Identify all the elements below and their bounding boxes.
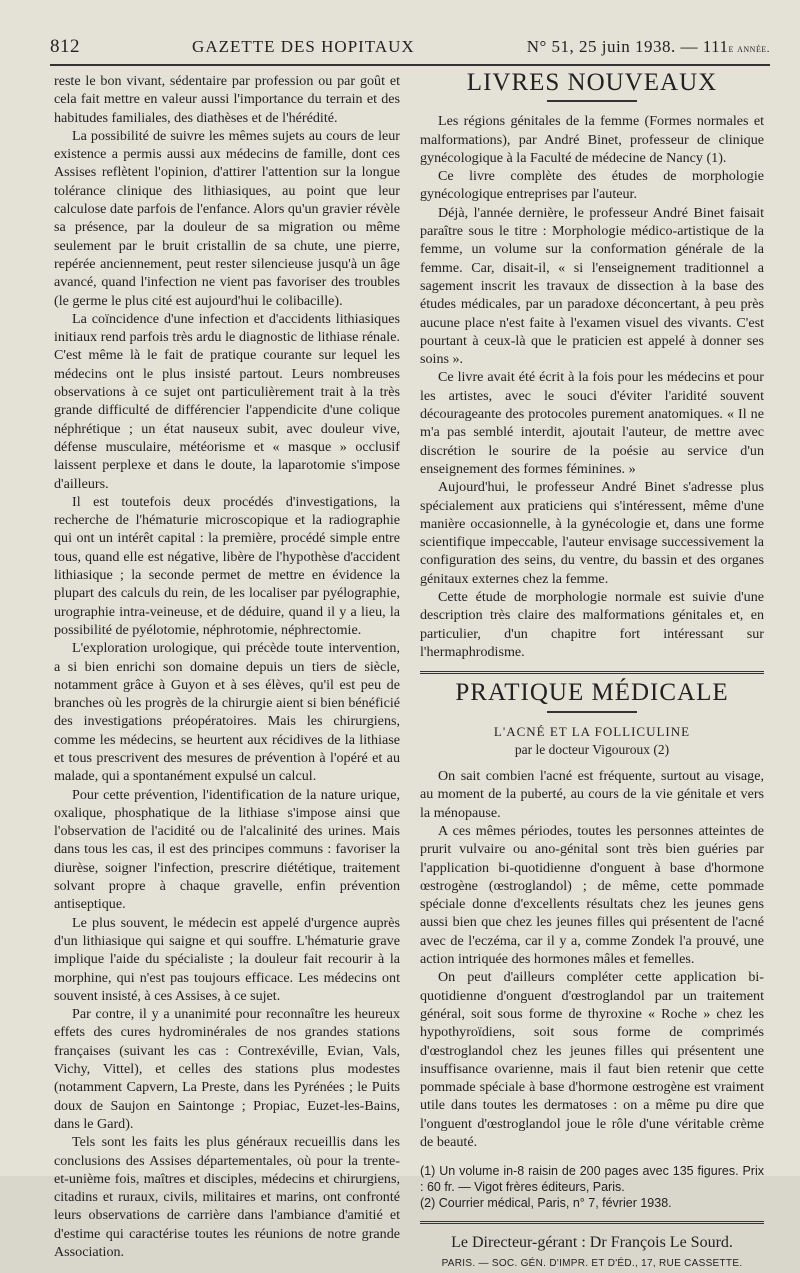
left-paragraph: La coïncidence d'une infection et d'accidents lithiasiques initiaux rend parfois très ardu le diagnostic de lithiase rénale. C'est même là le fait de pratique courante sur lequel les médecins ont le plus insisté partout. Leurs nombreuses observations à ce sujet ont particulièrement trait à la très grande difficulté de différencier l'appendicite d'une colique néphrétique ; un état nauseux subit, avec douleur vive, défense musculaire, météorisme et « masque » occlusif laissent perplexe et dans le doute, la laparotomie s'impose d'ailleurs. xyxy=(54,310,400,492)
book-paragraph: Ce livre avait été écrit à la fois pour les médecins et pour les artistes, avec le souci d'éviter l'aridité souvent décourageante des protocoles purement anatomiques. « Il ne m'a pas semblé interdit, ajoutait l'auteur, de mettre avec discrétion le sourire de la poésie au service d'un enseignement des formes féminines. » xyxy=(420,369,764,477)
book-paragraph: Ce livre complète des études de morphologie gynécologique entreprises par l'auteur. xyxy=(420,168,764,203)
journal-title: GAZETTE DES HOPITAUX xyxy=(192,37,415,56)
section-divider xyxy=(420,671,764,674)
footer-divider xyxy=(420,1221,764,1224)
page-header xyxy=(50,30,770,66)
footnotes xyxy=(420,1163,764,1211)
article-paragraph: On sait combien l'acné est fréquente, surtout au visage, au moment de la puberté, au cours de la vie génitale et vers la ménopause. xyxy=(420,768,764,821)
article-paragraph: On peut d'ailleurs compléter cette application bi-quotidienne d'onguent d'œstroglandol par un traitement général, soit sous forme de thyroxine « Roche » chez les hypothyroïdiens, soit sous forme de comprimés d'œstroglandol chez les jeunes filles qui présentent une insuffisance ovarienne, mais il faut bien retenir que cette pommade spéciale à base d'hormone œstrogène est vraiment utile dans toutes les dermatoses : on a même pu dire que l'onguent d'œstroglandol joue le rôle d'une véritable crème de beauté. xyxy=(420,969,764,1151)
article-author: par le docteur Vigouroux (2) xyxy=(514,741,670,757)
left-paragraph: La possibilité de suivre les mêmes sujets au cours de leur existence a permis aussi aux médecins de famille, dont ces Assises reflètent l'opinion, d'attirer l'attention sur la longue tolérance clinique des lithiasiques, au point que leur calculose date parfois de l'enfance. Alors qu'un gravier révèle sa présence, par la douleur de sa migration ou même seulement par le bruit cristallin de sa chute, une pierre, repérée anciennement, peut rester silencieuse jusqu'à un âge avancé, quand l'infection ne vient pas favoriser des troubles (le germe le plus cité est aujourd'hui le colibacille). xyxy=(54,127,400,309)
section-title-pratique: PRATIQUE MÉDICALE xyxy=(455,679,729,707)
right-column xyxy=(420,69,764,1273)
issue-date: N° 51, 25 juin 1938. — 111 xyxy=(526,37,729,56)
footnote: (2) Courrier médical, Paris, n° 7, février 1938. xyxy=(420,1196,672,1211)
left-paragraph: reste le bon vivant, sédentaire par profession ou par goût et cela fait mettre en valeur aussi l'importance du terrain et des habitudes familiales, des diathèses et de l'hérédité. xyxy=(54,73,400,126)
book-paragraph: Cette étude de morphologie normale est suivie d'une description très claire des malformations génitales et, en particulier, d'un chapitre fort intéressant sur l'hermaphrodisme. xyxy=(420,589,764,660)
left-paragraph: L'exploration urologique, qui précède toute intervention, a si bien enrichi son domaine depuis un tiers de siècle, notamment grâce à Guyon et à ses élèves, qu'il est peu de branches où les progrès de la chirurgie aient si bien bénéficié des investigations préopératoires. Mais les chirurgiens, comme les médecins, se heurtent aux récidives de la lithiase et tous prescrivent des mesures de prévention à l'opéré et au malade, qui a spontanément expulsé un calcul. xyxy=(54,640,400,785)
printer-imprint: PARIS. — SOC. GÉN. D'IMPR. ET D'ÉD., 17, RUE CASSETTE. xyxy=(441,1257,743,1269)
left-paragraph: Tels sont les faits les plus généraux recueillis dans les conclusions des Assises départementales, où pour la trente-et-unième fois, maîtres et disciples, médecins et chirurgiens, citadins et ruraux, civils, militaires et marins, ont confronté leurs observations de carrière dans l'ambiance d'amitié et d'estime qui caractérise toutes les réunions de notre grande Association. xyxy=(54,1134,400,1260)
article-title: L'ACNÉ ET LA FOLLICULINE xyxy=(493,723,691,739)
article-paragraph: A ces mêmes périodes, toutes les personnes atteintes de prurit vulvaire ou ano-génital sont très bien guéries par l'application bi-quotidienne d'onguent à base d'hormone œstrogène (œstroglandol) ; de même, cette pommade spéciale donne d'excellents résultats chez les jeunes gens aussi bien que chez les jeunes filles qui présentent de l'acné avec de l'eczéma, car il y a, comme Zondek l'a prouvé, une action intriquée des hormones mâles et femelles. xyxy=(420,822,764,968)
title-rule xyxy=(547,100,637,102)
left-paragraph: Par contre, il y a unanimité pour reconnaître les heureux effets des cures hydrominérales de nos grandes stations françaises (suivant les cas : Contrexéville, Evian, Vals, Vichy, Vittel), et celles des stations plus modestes (notamment Capvern, La Preste, dans les Pyrénées ; le Puits doux de Saujon en Saintonge ; Propiac, Euzet-les-Bains, dans le Gard). xyxy=(54,1006,400,1132)
book-paragraph: Déjà, l'année dernière, le professeur André Binet faisait paraître sous le titre : Morphologie médico-artistique de la femme, un volume sur la conformation générale de la femme. Car, disait-il, « si l'enseignement traditionnel a sagement inscrit les travaux de dissection à la base des études médicales, par un paradoxe déconcertant, à peu près aucune place n'est faite à l'examen visuel des vivants. C'est pourtant à ceux-là que le praticien est appelé à donner ses soins ». xyxy=(420,204,764,368)
left-paragraph: Pour cette prévention, l'identification de la nature urique, oxalique, phosphatique de la lithiase s'impose ainsi que l'observation de l'acidité ou de l'alcalinité des urines. Mais dans tous les cas, il est des principes communs : favoriser la diurèse, soigner l'infection, prescrire diététique, traitement solvant propre à chaque gravelle, enfin prévention antiseptique. xyxy=(54,786,400,913)
title-rule xyxy=(547,711,637,713)
left-paragraph: Il est toutefois deux procédés d'investigations, la recherche de l'hématurie microscopique et la radiographie qui ont un intérêt capital : la première, procédé simple entre tous, quand elle est négative, libère de l'hypothèse d'accident lithiasique ; la seconde permet de mettre en évidence la plupart des calculs du rein, de les localiser par pyélographie, urographie intra-veineuse, et de déduire, quand il y a lieu, la possibilité de pyélotomie, néphrotomie, néphrectomie. xyxy=(54,493,400,638)
book-intro: Les régions génitales de la femme (Formes normales et malformations), par André Binet, professeur de clinique gynécologique à la Faculté de médecine de Nancy (1). xyxy=(420,113,764,166)
book-paragraph: Aujourd'hui, le professeur André Binet s'adresse plus spécialement aux praticiens qui s'intéressent, même d'une manière occasionnelle, à la gynécologie et, dans une forme scientifique impeccable, l'auteur envisage successivement la configuration des seins, du ventre, du bassin et des organes génitaux externes chez la femme. xyxy=(420,479,764,587)
left-column xyxy=(54,72,400,1261)
issue-info xyxy=(527,37,770,57)
left-paragraph: Le plus souvent, le médecin est appelé d'urgence auprès d'un lithiasique qui saigne et qui souffre. L'hématurie grave implique l'aide du spécialiste ; la douleur fait recourir à la morphine, qui n'est pas toujours efficace. Les médecins ont souvent insisté, à ces Assises, à ce sujet. xyxy=(54,914,400,1004)
issue-suffix: e année. xyxy=(728,43,770,55)
directeur-gerant: Le Directeur-gérant : Dr François Le Sourd. xyxy=(451,1234,733,1252)
footnote: (1) Un volume in-8 raisin de 200 pages avec 135 figures. Prix : 60 fr. — Vigot frères éditeurs, Paris. xyxy=(420,1164,764,1195)
section-title-livres: LIVRES NOUVEAUX xyxy=(466,69,718,96)
page-number: 812 xyxy=(50,36,80,57)
